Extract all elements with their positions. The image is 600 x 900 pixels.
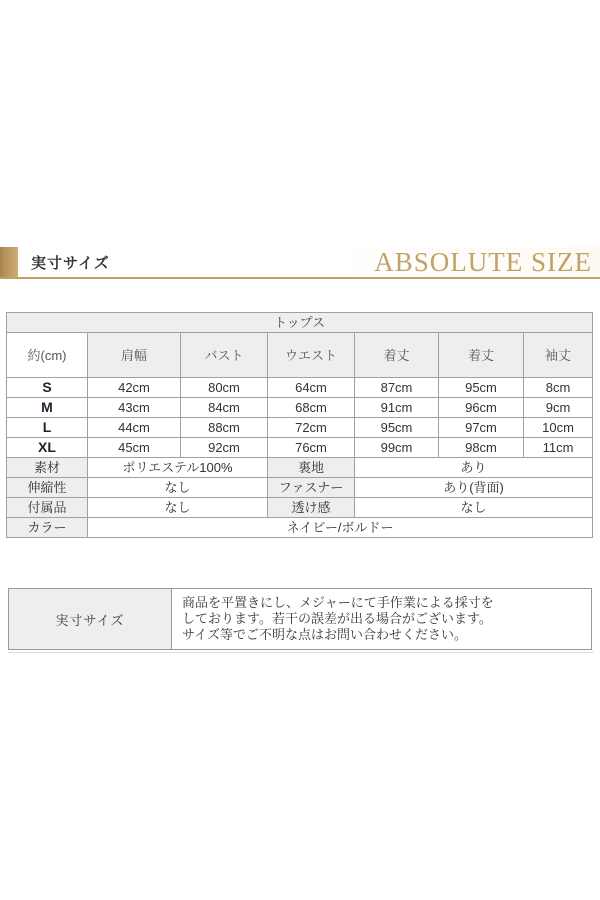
col-header-shoulder: 肩幅 bbox=[88, 333, 181, 378]
note-text-line: 商品を平置きにし、メジャーにて手作業による採寸を bbox=[182, 595, 494, 610]
attribute-value: なし bbox=[88, 478, 268, 498]
divider-line bbox=[8, 652, 594, 653]
note-text-line: サイズ等でご不明な点はお問い合わせください。 bbox=[182, 627, 467, 642]
measurement-cell: 76cm bbox=[268, 438, 355, 458]
attribute-row-accessory bbox=[7, 498, 593, 518]
measurement-cell: 87cm bbox=[355, 378, 439, 398]
measurement-cell: 10cm bbox=[524, 418, 593, 438]
size-label: S bbox=[7, 378, 88, 398]
page-title: 実寸サイズ bbox=[31, 254, 110, 272]
size-row-l bbox=[7, 418, 593, 438]
accent-block bbox=[0, 247, 18, 277]
section-header bbox=[0, 247, 600, 279]
note-body bbox=[172, 589, 592, 650]
group-header-cell: トップス bbox=[7, 313, 593, 333]
attribute-label: 伸縮性 bbox=[7, 478, 88, 498]
measurement-cell: 97cm bbox=[439, 418, 524, 438]
size-label: XL bbox=[7, 438, 88, 458]
measurement-cell: 88cm bbox=[181, 418, 268, 438]
col-header-length-1: 着丈 bbox=[355, 333, 439, 378]
measurement-cell: 45cm bbox=[88, 438, 181, 458]
measurement-cell: 84cm bbox=[181, 398, 268, 418]
measurement-cell: 80cm bbox=[181, 378, 268, 398]
measurement-cell: 95cm bbox=[355, 418, 439, 438]
table-group-header-row bbox=[7, 313, 593, 333]
attribute-label: 付属品 bbox=[7, 498, 88, 518]
attribute-label: カラー bbox=[7, 518, 88, 538]
measurement-cell: 95cm bbox=[439, 378, 524, 398]
size-row-xl bbox=[7, 438, 593, 458]
attribute-label: 素材 bbox=[7, 458, 88, 478]
measurement-cell: 99cm bbox=[355, 438, 439, 458]
measurement-cell: 92cm bbox=[181, 438, 268, 458]
measurement-cell: 9cm bbox=[524, 398, 593, 418]
note-text-line: しております。若干の誤差が出る場合がございます。 bbox=[182, 611, 492, 626]
col-header-length-2: 着丈 bbox=[439, 333, 524, 378]
attribute-label: 裏地 bbox=[268, 458, 355, 478]
measurement-cell: 72cm bbox=[268, 418, 355, 438]
note-row bbox=[9, 589, 592, 650]
measurement-cell: 91cm bbox=[355, 398, 439, 418]
size-label: L bbox=[7, 418, 88, 438]
attribute-value: ネイビー/ボルドー bbox=[88, 518, 593, 538]
attribute-value: なし bbox=[88, 498, 268, 518]
size-label: M bbox=[7, 398, 88, 418]
col-header-waist: ウエスト bbox=[268, 333, 355, 378]
page-title-english: ABSOLUTE SIZE bbox=[374, 246, 592, 277]
measurement-cell: 42cm bbox=[88, 378, 181, 398]
size-row-s bbox=[7, 378, 593, 398]
measurement-cell: 98cm bbox=[439, 438, 524, 458]
measurement-cell: 44cm bbox=[88, 418, 181, 438]
measurement-cell: 96cm bbox=[439, 398, 524, 418]
col-header-unit: 約(cm) bbox=[7, 333, 88, 378]
column-header-row bbox=[7, 333, 593, 378]
measurement-cell: 43cm bbox=[88, 398, 181, 418]
attribute-value: ポリエステル100% bbox=[88, 458, 268, 478]
attribute-label: 透け感 bbox=[268, 498, 355, 518]
col-header-bust: バスト bbox=[181, 333, 268, 378]
attribute-label: ファスナー bbox=[268, 478, 355, 498]
attribute-value: なし bbox=[355, 498, 593, 518]
size-table bbox=[6, 312, 593, 538]
note-box bbox=[8, 588, 592, 650]
measurement-cell: 11cm bbox=[524, 438, 593, 458]
attribute-row-stretch bbox=[7, 478, 593, 498]
size-row-m bbox=[7, 398, 593, 418]
measurement-cell: 8cm bbox=[524, 378, 593, 398]
attribute-row-material bbox=[7, 458, 593, 478]
measurement-cell: 64cm bbox=[268, 378, 355, 398]
measurement-cell: 68cm bbox=[268, 398, 355, 418]
attribute-row-color bbox=[7, 518, 593, 538]
attribute-value: あり bbox=[355, 458, 593, 478]
note-label: 実寸サイズ bbox=[9, 589, 172, 650]
attribute-value: あり(背面) bbox=[355, 478, 593, 498]
col-header-sleeve: 袖丈 bbox=[524, 333, 593, 378]
